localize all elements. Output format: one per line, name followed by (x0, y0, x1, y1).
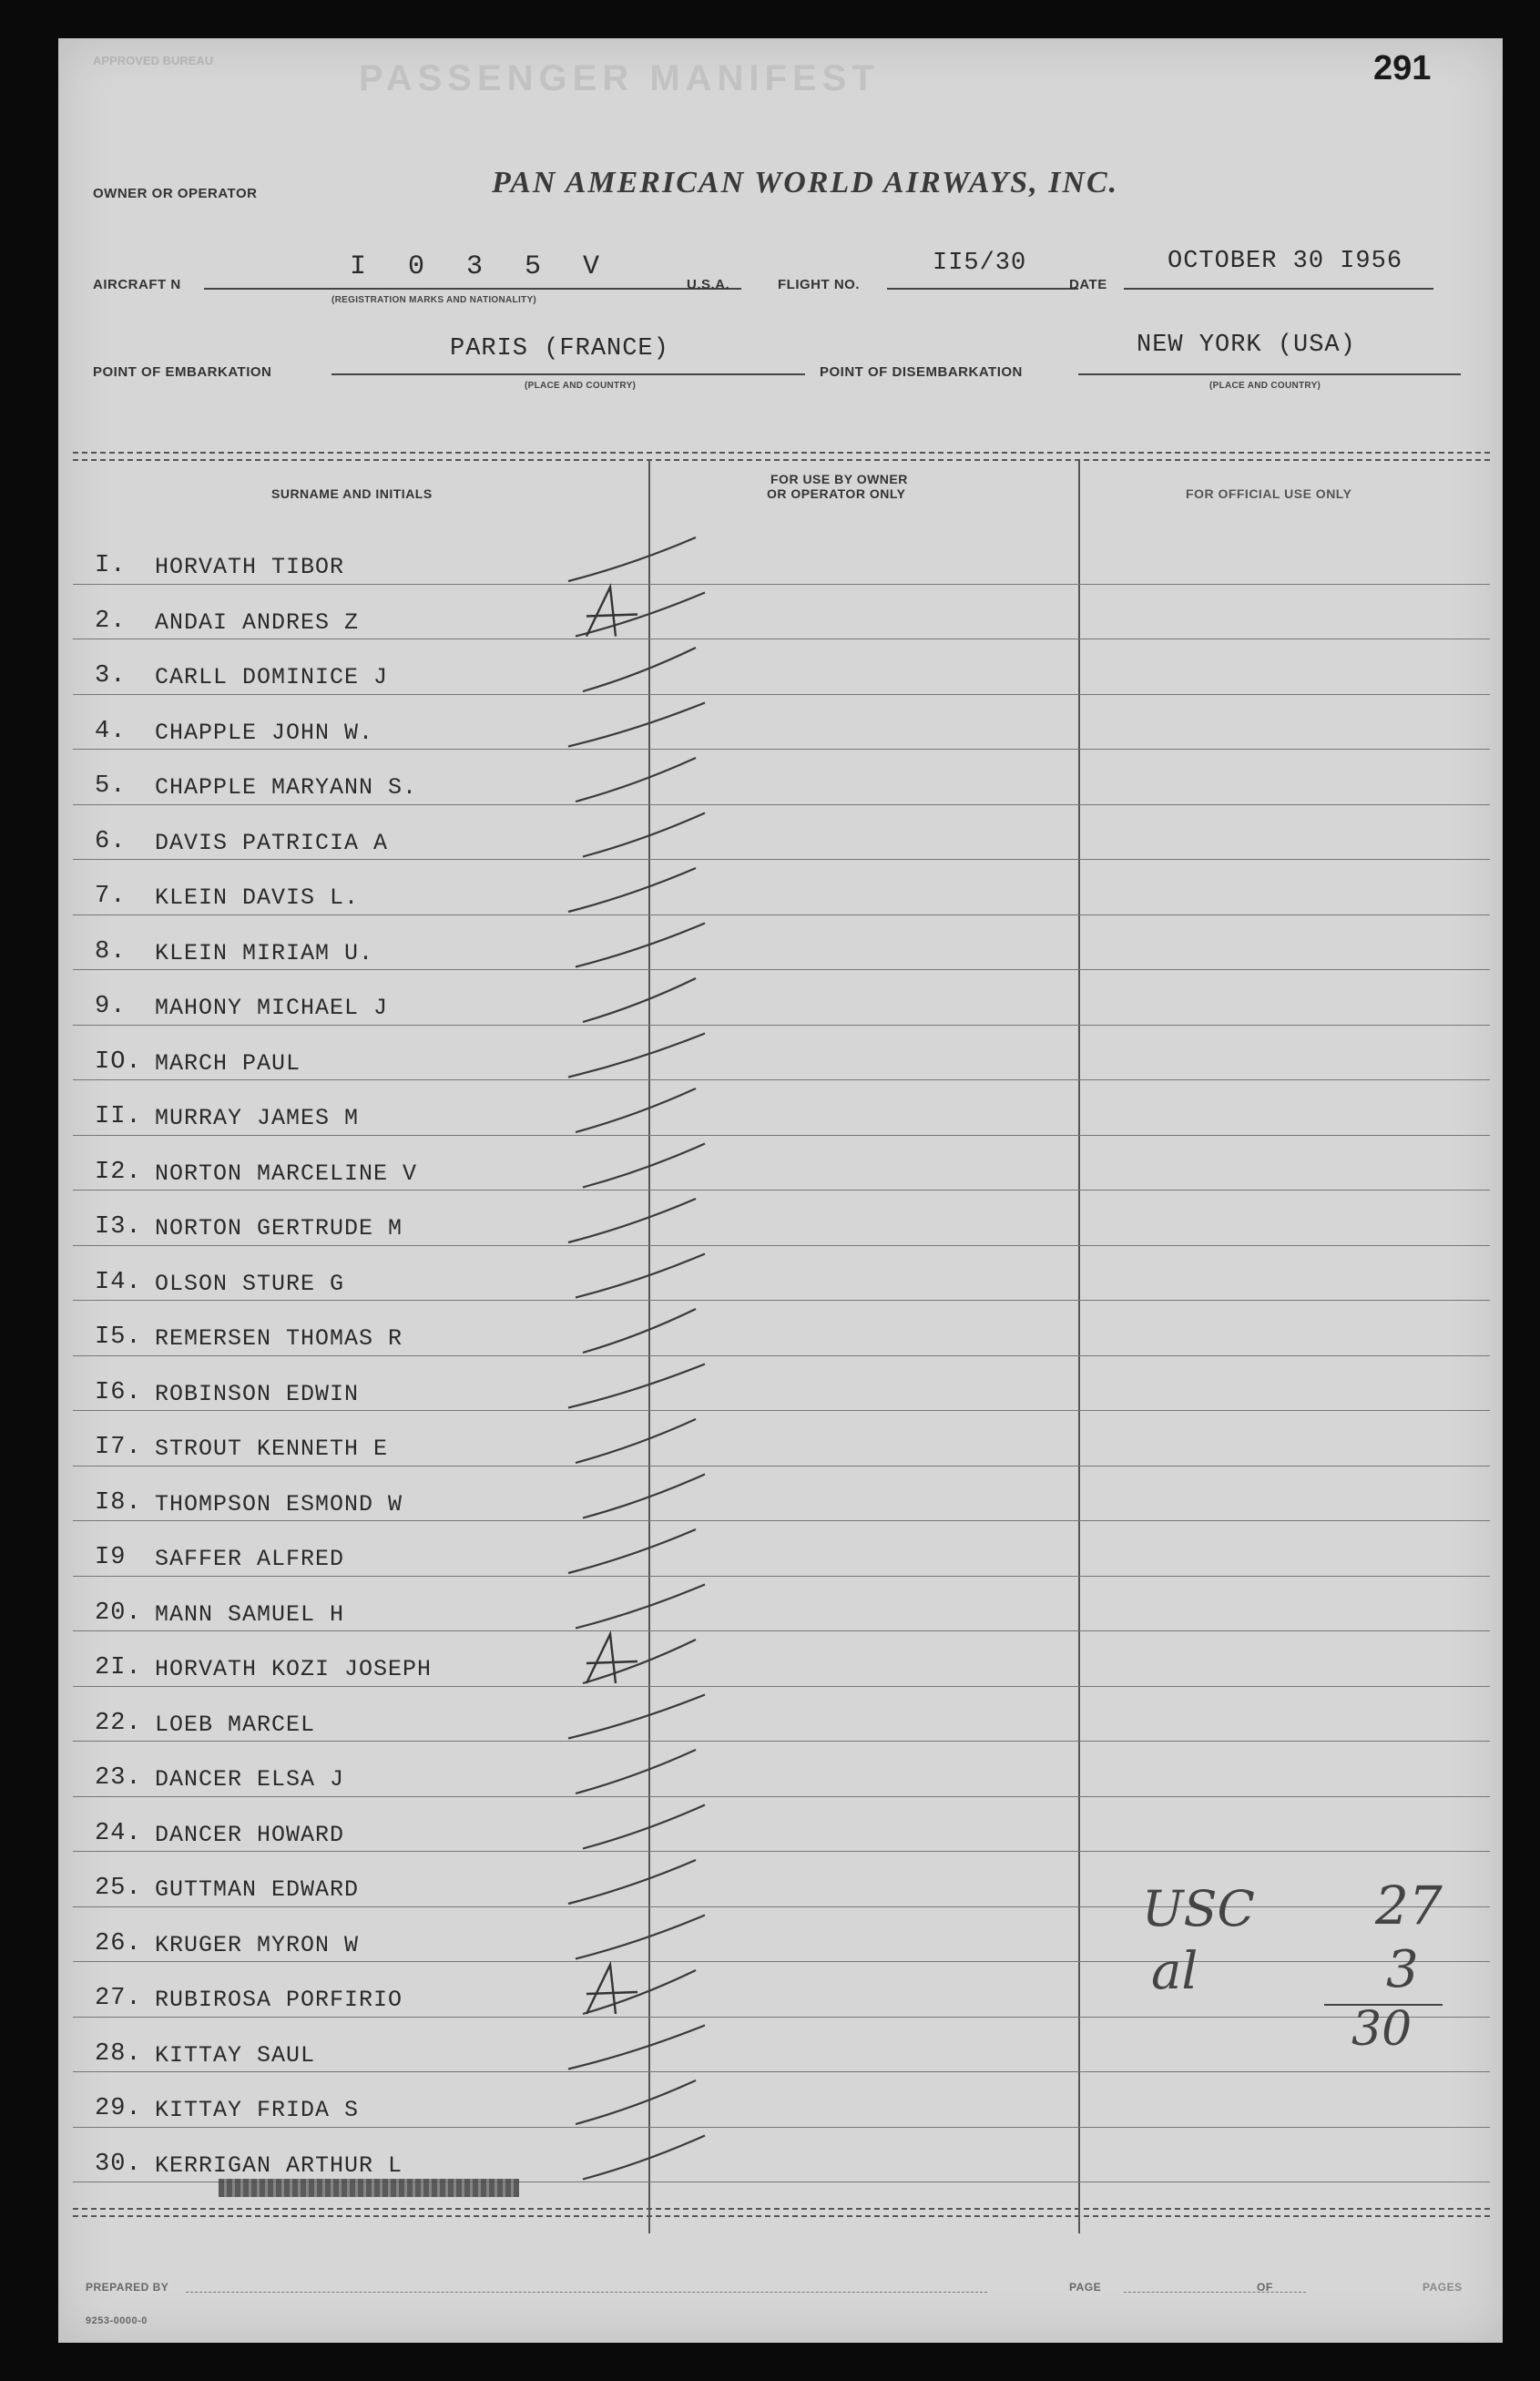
passenger-number: 22. (95, 1709, 142, 1737)
passenger-name: MARCH PAUL (155, 1049, 301, 1077)
embark-value: PARIS (FRANCE) (450, 335, 669, 363)
passenger-number: 20. (95, 1599, 142, 1627)
passenger-name: STROUT KENNETH E (155, 1436, 389, 1462)
disembark-label: POINT OF DISEMBARKATION (820, 364, 1023, 380)
usc-label: USC (1142, 1880, 1255, 1937)
col-official-header: FOR OFFICIAL USE ONLY (1186, 486, 1352, 501)
check-mark (568, 868, 696, 912)
check-mark (576, 1750, 696, 1793)
passenger-name: HORVATH TIBOR (155, 554, 345, 580)
passenger-number: IO. (95, 1047, 142, 1076)
passenger-name: THOMPSON ESMOND W (155, 1490, 403, 1518)
passenger-number: I. (95, 552, 127, 579)
embark-sub: (PLACE AND COUNTRY) (525, 381, 637, 391)
check-mark (568, 537, 696, 581)
check-mark (568, 1034, 705, 1078)
alien-mark (586, 588, 637, 637)
page-label: PAGE (1069, 2281, 1102, 2294)
check-mark (568, 2026, 705, 2069)
passenger-name: REMERSEN THOMAS R (155, 1325, 403, 1352)
check-mark (583, 1475, 705, 1518)
col-owner-header-1: FOR USE BY OWNER (770, 472, 908, 486)
check-mark (583, 978, 696, 1022)
passenger-name: RUBIROSA PORFIRIO (155, 1987, 403, 2013)
passenger-name: OLSON STURE G (155, 1270, 345, 1297)
passenger-number: I7. (95, 1434, 142, 1461)
al-label: al (1151, 1942, 1198, 2001)
check-mark (576, 593, 705, 637)
check-mark (583, 1970, 696, 2014)
disembark-sub: (PLACE AND COUNTRY) (1209, 381, 1321, 391)
passenger-number: 26. (95, 1929, 142, 1957)
check-mark (583, 813, 705, 857)
passenger-name: CHAPPLE MARYANN S. (155, 774, 418, 801)
flight-label: FLIGHT NO. (778, 277, 860, 292)
passenger-number: 30. (95, 2150, 142, 2178)
prepared-by-label: PREPARED BY (86, 2281, 169, 2294)
passenger-number: 24. (95, 1819, 142, 1847)
passenger-name: ROBINSON EDWIN (155, 1380, 360, 1407)
passenger-name: DAVIS PATRICIA A (155, 829, 389, 856)
check-mark (576, 758, 696, 802)
pages-label: PAGES (1423, 2281, 1463, 2294)
passenger-number: 29. (95, 2095, 142, 2122)
aircraft-value: I 0 3 5 V (350, 251, 613, 282)
passenger-number: I3. (95, 1213, 142, 1241)
check-mark (568, 703, 705, 747)
disembark-value: NEW YORK (USA) (1137, 332, 1356, 359)
passenger-number: 3. (95, 662, 127, 690)
flight-value: II5/30 (933, 250, 1027, 277)
owner-value: PAN AMERICAN WORLD AIRWAYS, INC. (492, 166, 1119, 199)
check-marks-layer (58, 38, 1503, 2343)
passenger-name: MANN SAMUEL H (155, 1600, 345, 1628)
passenger-name: SAFFER ALFRED (155, 1546, 345, 1572)
passenger-number: 28. (95, 2039, 142, 2068)
passenger-number: I5. (95, 1323, 142, 1351)
passenger-number: 27. (95, 1985, 142, 2012)
passenger-name: GUTTMAN EDWARD (155, 1876, 360, 1903)
form-number: 9253-0000-0 (86, 2315, 148, 2326)
passenger-name: NORTON MARCELINE V (155, 1160, 418, 1187)
check-mark (576, 1916, 705, 1959)
passenger-name: ANDAI ANDRES Z (155, 608, 360, 636)
check-mark (568, 1860, 696, 1904)
page-number: 291 (1373, 49, 1432, 87)
check-mark (568, 1199, 696, 1242)
check-mark (576, 1088, 696, 1132)
date-label: DATE (1069, 277, 1107, 292)
passenger-number: I8. (95, 1488, 142, 1517)
passenger-number: 5. (95, 772, 127, 800)
check-mark (583, 2136, 705, 2180)
check-mark (568, 1695, 705, 1739)
passenger-name: KRUGER MYRON W (155, 1931, 360, 1958)
check-mark (583, 1640, 696, 1683)
owner-label: OWNER OR OPERATOR (93, 186, 258, 201)
passenger-name: DANCER HOWARD (155, 1821, 345, 1848)
passenger-number: 8. (95, 937, 127, 966)
approved-stamp: APPROVED BUREAU (93, 54, 214, 67)
total-count: 30 (1351, 2002, 1413, 2057)
check-mark (576, 2080, 696, 2124)
aircraft-label: AIRCRAFT N (93, 277, 181, 292)
passenger-number: I9 (95, 1544, 127, 1571)
manifest-sheet (58, 38, 1503, 2343)
passenger-number: 9. (95, 993, 127, 1020)
passenger-name: CARLL DOMINICE J (155, 664, 389, 690)
passenger-name: NORTON GERTRUDE M (155, 1215, 403, 1242)
al-count: 3 (1386, 1940, 1419, 1999)
of-label: OF (1257, 2281, 1273, 2294)
col-owner-header-2: OR OPERATOR ONLY (767, 486, 906, 501)
passenger-number: 25. (95, 1875, 142, 1902)
alien-mark (586, 1965, 637, 2014)
usc-count: 27 (1375, 1875, 1443, 1936)
col-surname-header: SURNAME AND INITIALS (271, 486, 433, 501)
check-mark (576, 924, 705, 967)
passenger-name: KITTAY SAUL (155, 2041, 316, 2069)
passenger-name: MURRAY JAMES M (155, 1105, 360, 1131)
check-mark (583, 648, 696, 691)
passenger-number: 6. (95, 827, 127, 855)
passenger-number: I2. (95, 1158, 142, 1186)
passenger-number: II. (95, 1103, 142, 1130)
date-value: OCTOBER 30 I956 (1168, 248, 1403, 275)
check-mark (583, 1805, 705, 1849)
check-mark (583, 1309, 696, 1353)
usa-label: U.S.A. (687, 277, 730, 292)
passenger-number: I4. (95, 1268, 142, 1296)
aircraft-sub: (REGISTRATION MARKS AND NATIONALITY) (331, 295, 537, 305)
passenger-name: HORVATH KOZI JOSEPH (155, 1656, 433, 1682)
passenger-number: 2I. (95, 1654, 142, 1681)
check-mark (576, 1585, 705, 1629)
form-title: PASSENGER MANIFEST (359, 58, 880, 98)
passenger-number: 7. (95, 883, 127, 910)
passenger-name: DANCER ELSA J (155, 1766, 345, 1793)
check-mark (568, 1364, 705, 1408)
check-mark (576, 1419, 696, 1463)
passenger-name: KLEIN DAVIS L. (155, 884, 360, 911)
check-mark (576, 1254, 705, 1298)
passenger-number: 4. (95, 717, 127, 745)
check-mark (583, 1144, 705, 1188)
embark-label: POINT OF EMBARKATION (93, 364, 272, 380)
passenger-name: KITTAY FRIDA S (155, 2097, 360, 2123)
passenger-number: 2. (95, 607, 127, 635)
passenger-name: KLEIN MIRIAM U. (155, 939, 374, 966)
check-mark (568, 1529, 696, 1573)
passenger-name: LOEB MARCEL (155, 1711, 316, 1738)
passenger-name: CHAPPLE JOHN W. (155, 719, 374, 746)
passenger-number: I6. (95, 1378, 142, 1406)
passenger-name: MAHONY MICHAEL J (155, 995, 389, 1021)
passenger-number: 23. (95, 1764, 142, 1792)
alien-mark (586, 1634, 637, 1683)
passenger-name: KERRIGAN ARTHUR L (155, 2151, 403, 2179)
